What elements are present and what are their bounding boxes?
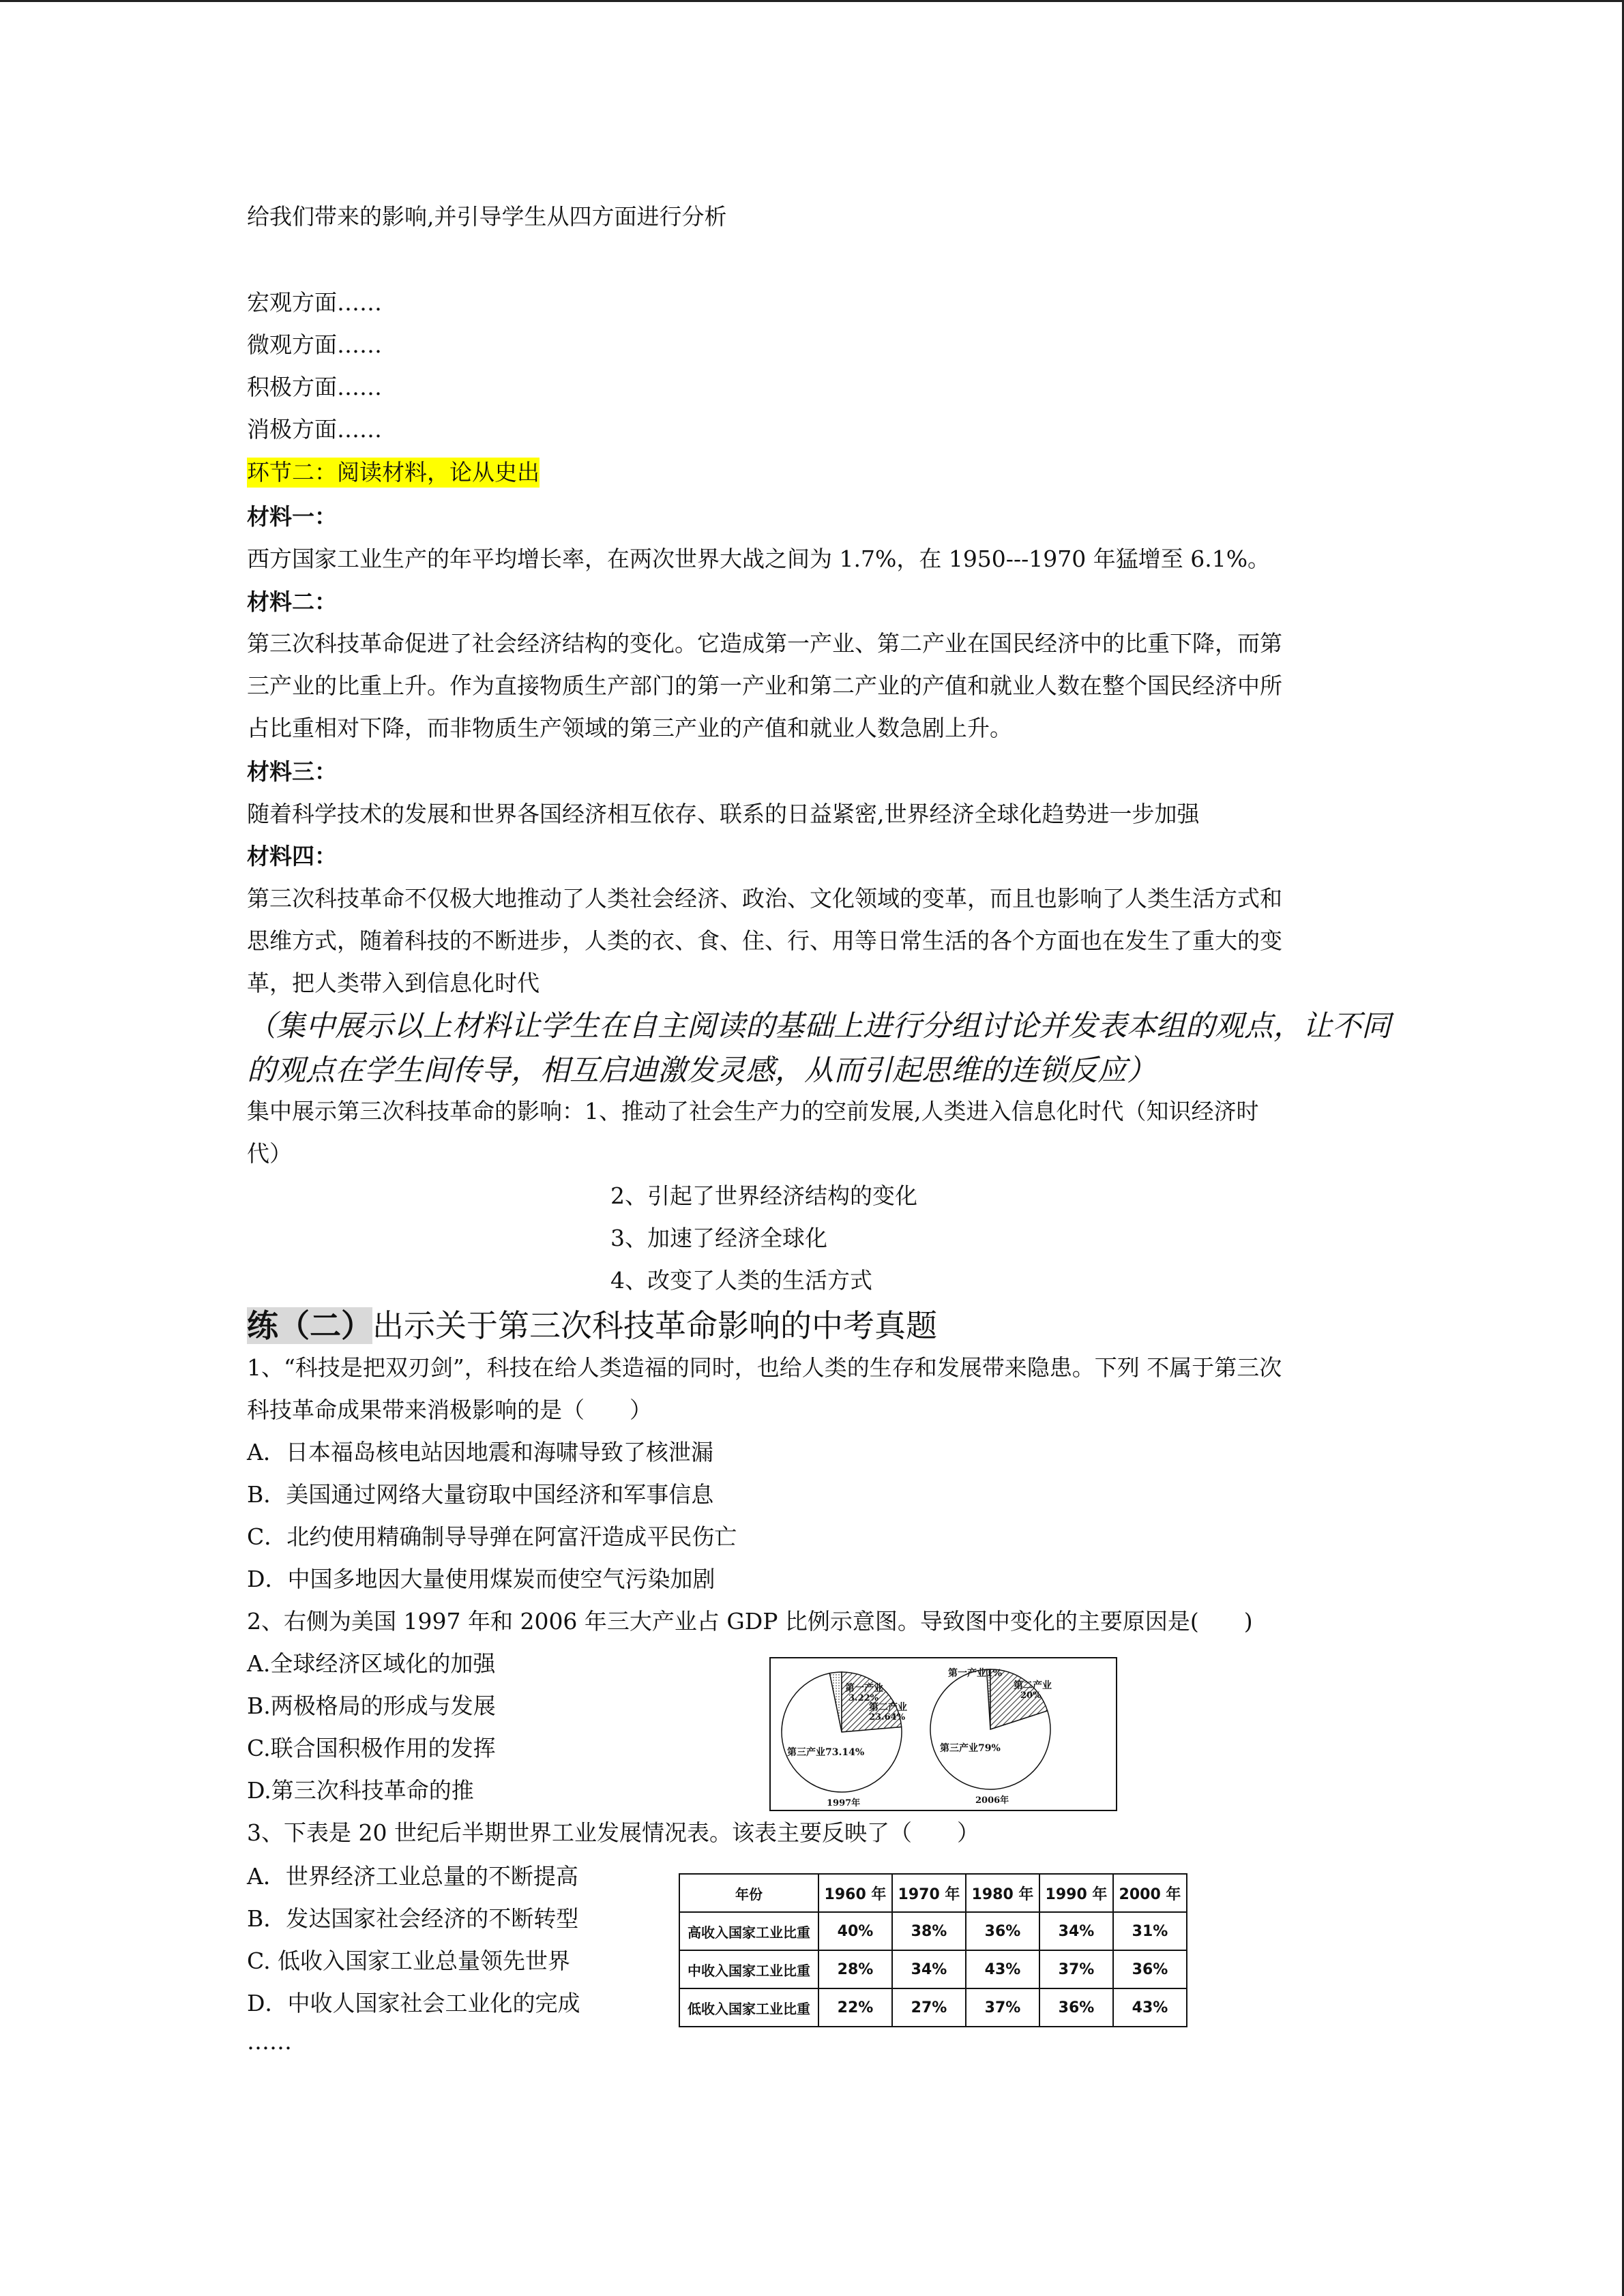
table-header-cell: 1970 年 — [892, 1874, 966, 1912]
question-line: 1、“科技是把双刃剑”，科技在给人类造福的同时，也给人类的生存和发展带来隐患。下列 不属于第三次 — [247, 1354, 1282, 1381]
table-header-cell: 2000 年 — [1113, 1874, 1187, 1912]
text-line: 宏观方面…… — [247, 289, 382, 316]
table-cell: 43% — [1113, 1988, 1187, 2027]
text-line: 第三次科技革命不仅极大地推动了人类社会经济、政治、文化领域的变革，而且也影响了人类生活方式和 — [247, 885, 1282, 912]
table-row — [679, 1988, 1187, 2027]
table-header-cell: 1960 年 — [818, 1874, 892, 1912]
table-row-label: 低收入国家工业比重 — [679, 1988, 818, 2027]
table-row — [679, 1950, 1187, 1988]
table-header-cell: 年份 — [679, 1874, 818, 1912]
text-line: 西方国家工业生产的年平均增长率，在两次世界大战之间为 1.7%，在 1950---1970 年猛增至 6.1%。 — [247, 546, 1271, 572]
option-line: A．日本福岛核电站因地震和海啸导致了核泄漏 — [247, 1439, 713, 1465]
option-line: A．世界经济工业总量的不断提高 — [247, 1863, 578, 1890]
table-cell: 43% — [966, 1950, 1039, 1988]
pie-label: 第一产业1% — [948, 1668, 1003, 1679]
ellipsis: …… — [247, 2028, 292, 2055]
gdp-pie-chart — [769, 1657, 1117, 1811]
option-line: A.全球经济区域化的加强 — [247, 1650, 496, 1677]
table-cell: 36% — [966, 1912, 1039, 1950]
table-row — [679, 1912, 1187, 1950]
table-header-cell: 1980 年 — [966, 1874, 1039, 1912]
table-cell: 34% — [1039, 1912, 1113, 1950]
table-cell: 38% — [892, 1912, 966, 1950]
question-line: 3、下表是 20 世纪后半期世界工业发展情况表。该表主要反映了（ ） — [247, 1819, 979, 1846]
exercise-tag: 练（二） — [247, 1307, 372, 1344]
text-line: 占比重相对下降，而非物质生产领域的第三产业的产值和就业人数急剧上升。 — [247, 715, 1012, 741]
table-cell: 27% — [892, 1988, 966, 2027]
pie-year-label: 1997年 — [827, 1798, 861, 1808]
pie-label: 第三产业73.14% — [787, 1747, 865, 1758]
text-line: 3、加速了经济全球化 — [610, 1225, 827, 1251]
table-row-label: 中收入国家工业比重 — [679, 1950, 818, 1988]
question-line: 2、右侧为美国 1997 年和 2006 年三大产业占 GDP 比例示意图。导致图中变化的主要原因是( ) — [247, 1608, 1253, 1635]
option-line: C. 低收入国家工业总量领先世界 — [247, 1948, 571, 1974]
table-header-row — [679, 1874, 1187, 1912]
text-line: 2、引起了世界经济结构的变化 — [610, 1182, 917, 1209]
text-line: 革，把人类带入到信息化时代 — [247, 970, 540, 996]
pie-label: 第二产业 — [1014, 1680, 1052, 1691]
table-cell: 37% — [1039, 1950, 1113, 1988]
page-border-top — [0, 0, 1624, 2]
option-line: D．中国多地因大量使用煤炭而使空气污染加剧 — [247, 1566, 715, 1592]
material-label: 材料三： — [247, 758, 337, 785]
text-line: 第三次科技革命促进了社会经济结构的变化。它造成第一产业、第二产业在国民经济中的比重下降，而第 — [247, 630, 1282, 657]
table-header-cell: 1990 年 — [1039, 1874, 1113, 1912]
question-line: 科技革命成果带来消极影响的是（ ） — [247, 1397, 652, 1423]
option-line: B．发达国家社会经济的不断转型 — [247, 1905, 579, 1932]
section-heading: 环节二：阅读材料，论从史出 — [247, 458, 540, 488]
table-cell: 28% — [818, 1950, 892, 1988]
exercise-title: 出示关于第三次科技革命影响的中考真题 — [372, 1307, 937, 1344]
text-line: 消极方面…… — [247, 416, 382, 443]
material-label: 材料二： — [247, 588, 337, 615]
pie-year-label: 2006年 — [975, 1795, 1009, 1806]
text-line: 4、改变了人类的生活方式 — [610, 1267, 872, 1294]
industry-table-wrap — [679, 1873, 1187, 2027]
pie-label: 第一产业 — [845, 1683, 883, 1694]
text-line: 集中展示第三次科技革命的影响：1、推动了社会生产力的空前发展,人类进入信息化时代（知识经济时 — [247, 1098, 1259, 1124]
text-line: 积极方面…… — [247, 374, 382, 400]
text-line: 给我们带来的影响,并引导学生从四方面进行分析 — [247, 203, 727, 230]
industry-table — [679, 1873, 1187, 2027]
text-line: 三产业的比重上升。作为直接物质生产部门的第一产业和第二产业的产值和就业人数在整个国民经济中所 — [247, 672, 1282, 699]
option-line: C．北约使用精确制导导弹在阿富汗造成平民伤亡 — [247, 1523, 737, 1550]
pie-label: 23.64% — [869, 1712, 906, 1723]
exercise-heading — [247, 1306, 937, 1345]
table-row-label: 高收入国家工业比重 — [679, 1912, 818, 1950]
table-cell: 31% — [1113, 1912, 1187, 1950]
italic-note: 的观点在学生间传导，相互启迪激发灵感，从而引起思维的连锁反应） — [247, 1054, 1156, 1088]
table-cell: 40% — [818, 1912, 892, 1950]
option-line: C.联合国积极作用的发挥 — [247, 1735, 496, 1761]
material-label: 材料一： — [247, 503, 337, 530]
pie-label: 第二产业 — [869, 1702, 907, 1713]
material-label: 材料四： — [247, 843, 337, 869]
option-line: D．中收人国家社会工业化的完成 — [247, 1990, 580, 2016]
table-cell: 36% — [1113, 1950, 1187, 1988]
text-line: 随着科学技术的发展和世界各国经济相互依存、联系的日益紧密,世界经济全球化趋势进一步加强 — [247, 801, 1200, 827]
table-cell: 36% — [1039, 1988, 1113, 2027]
option-line: B.两极格局的形成与发展 — [247, 1693, 496, 1719]
pie-label: 第三产业79% — [940, 1743, 1001, 1754]
pie-label: 20% — [1020, 1690, 1042, 1701]
text-line: 代） — [247, 1140, 292, 1167]
table-cell: 34% — [892, 1950, 966, 1988]
option-line: B．美国通过网络大量窃取中国经济和军事信息 — [247, 1481, 714, 1508]
pie-label: 3.22% — [848, 1693, 879, 1703]
text-line: 微观方面…… — [247, 331, 382, 358]
option-line: D.第三次科技革命的推 — [247, 1777, 474, 1804]
italic-note: （集中展示以上材料让学生在自主阅读的基础上进行分组讨论并发表本组的观点，让不同 — [247, 1009, 1391, 1043]
table-cell: 37% — [966, 1988, 1039, 2027]
text-line: 思维方式，随着科技的不断进步，人类的衣、食、住、行、用等日常生活的各个方面也在发生了重大的变 — [247, 927, 1282, 954]
table-cell: 22% — [818, 1988, 892, 2027]
